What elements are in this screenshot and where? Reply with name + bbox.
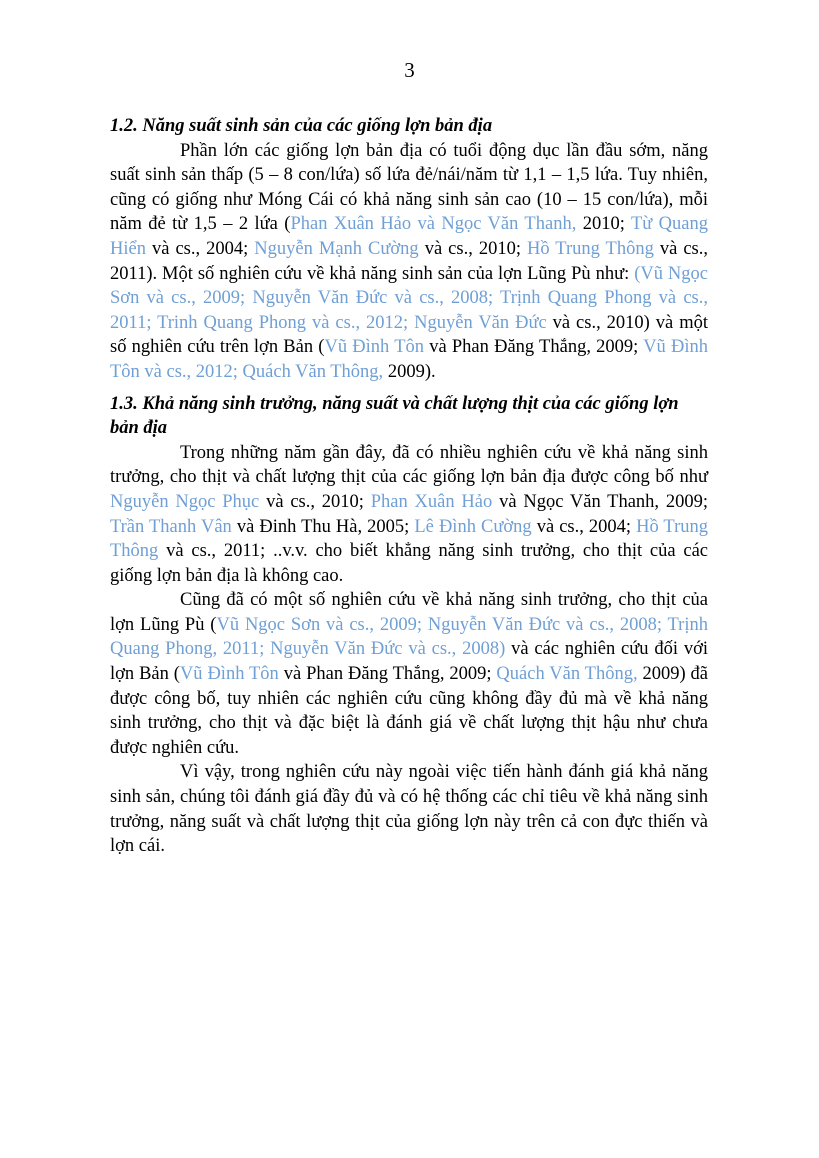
citation-text: Quách Văn Thông,: [496, 664, 638, 685]
citation-text: Phan Xuân Hảo: [370, 491, 493, 512]
paragraph-text: và các nghiên cứu đối với lợn Bản (: [110, 639, 708, 685]
citation-text: (Vũ Ngọc Sơn và cs., 2009; Nguyễn Văn Đức và cs., 2008; Trịnh Quang Phong và cs., 2011; Trinh Quang Phong và cs., 2012; Nguyễn Văn Đức: [110, 263, 708, 333]
citation-text: Vũ Đình Tôn: [179, 664, 279, 685]
section-1-3-paragraph-3: [110, 760, 708, 858]
section-1-3-paragraph-1: [110, 441, 708, 589]
paragraph-text: và Phan Đăng Thắng, 2009;: [424, 337, 644, 358]
section-1-3-paragraph-2: [110, 588, 708, 760]
citation-text: Trần Thanh Vân: [110, 516, 232, 537]
paragraph-text: và Phan Đăng Thắng, 2009;: [278, 664, 497, 685]
citation-text: Vũ Đình Tôn và cs., 2012; Quách Văn Thông,: [110, 337, 709, 382]
citation-text: Vũ Ngọc Sơn và cs., 2009; Nguyễn Văn Đức và cs., 2008; Trịnh Quang Phong, 2011; Nguyễn Văn Đức và cs., 2008): [110, 614, 708, 660]
citation-text: Hồ Trung Thông: [110, 516, 708, 562]
section-heading-1-2: 1.2. Năng suất sinh sản của các giống lợn bản địa: [110, 116, 493, 136]
paragraph-text: Phần lớn các giống lợn bản địa có tuổi động dục lần đầu sớm, năng suất sinh sản thấp (5 – 8 con/lứa) số lứa đẻ/nái/năm từ 1,1 – 1,5 lứa. Tuy nhiên, cũng có giống như Móng Cái có khả năng sinh sản cao (10 – 15 con/lứa), mỗi năm đẻ từ 1,5 – 2 lứa (: [110, 140, 708, 235]
paragraph-text: và cs., 2011). Một số nghiên cứu về khả năng sinh sản của lợn Lũng Pù như:: [110, 238, 708, 284]
paragraph-text: và Đinh Thu Hà, 2005;: [231, 516, 415, 537]
citation-text: Vũ Đình Tôn: [324, 337, 424, 358]
citation-text: Lê Đình Cường: [414, 516, 532, 537]
paragraph-text: và cs., 2010) và một số nghiên cứu trên lợn Bản (: [110, 312, 708, 358]
section-heading-1-3: 1.3. Khả năng sinh trưởng, năng suất và chất lượng thịt của các giống lợn bản địa: [110, 393, 679, 439]
paragraph-text: và cs., 2011; ..v.v. cho biết khẳng năng sinh trưởng, cho thịt của các giống lợn bản địa là không cao.: [110, 541, 708, 586]
document-body: [110, 114, 708, 859]
paragraph-text: và Ngọc Văn Thanh, 2009;: [492, 491, 708, 512]
paragraph-text: và cs., 2004;: [531, 516, 637, 537]
paragraph-text: Trong những năm gần đây, đã có nhiều nghiên cứu về khả năng sinh trưởng, cho thịt và chất lượng thịt của các giống lợn bản địa được công bố như: [110, 442, 708, 488]
paragraph-text: 2009).: [383, 361, 436, 382]
paragraph-text: Vì vậy, trong nghiên cứu này ngoài việc tiến hành đánh giá khả năng sinh sản, chúng tôi đánh giá đầy đủ và có hệ thống các chỉ tiêu về khả năng sinh trưởng, năng suất và chất lượng thịt của giống lợn này trên cả con đực thiến và lợn cái.: [110, 762, 708, 857]
citation-text: Nguyễn Ngọc Phục: [110, 491, 260, 512]
citation-text: Nguyễn Mạnh Cường: [254, 238, 419, 259]
citation-text: Từ Quang Hiển: [110, 214, 708, 259]
page-number: 3: [404, 58, 415, 82]
paragraph-text: 2010;: [576, 214, 631, 235]
paragraph-text: và cs., 2010;: [418, 238, 527, 259]
citation-text: Phan Xuân Hảo và Ngọc Văn Thanh,: [290, 214, 577, 235]
section-1-2-paragraph: [110, 139, 708, 385]
paragraph-text: Cũng đã có một số nghiên cứu về khả năng sinh trưởng, cho thịt của lợn Lũng Pù (: [110, 590, 708, 635]
paragraph-text: 2009) đã được công bố, tuy nhiên các nghiên cứu cũng không đầy đủ mà về khả năng sinh trưởng, cho thịt và đặc biệt là đánh giá về chất lượng thịt hậu như chưa được nghiên cứu.: [110, 664, 708, 758]
paragraph-text: và cs., 2010;: [259, 491, 371, 512]
paragraph-text: và cs., 2004;: [145, 238, 255, 259]
citation-text: Hồ Trung Thông: [527, 238, 654, 259]
